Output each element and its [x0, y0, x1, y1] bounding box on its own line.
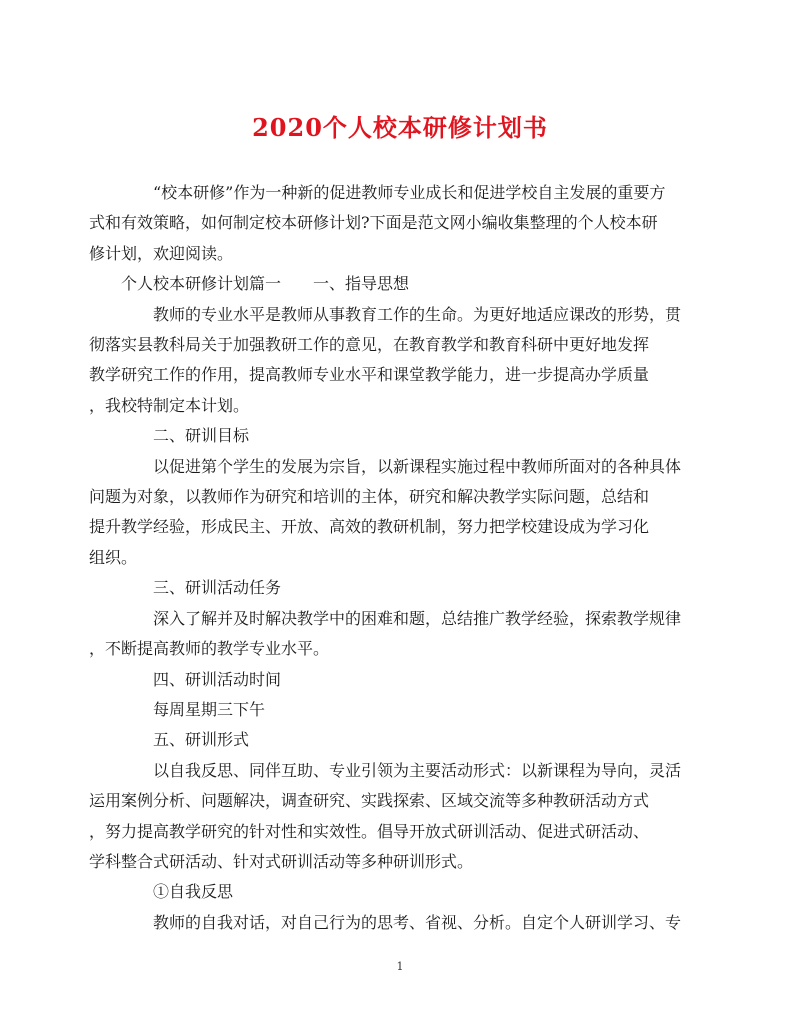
text-line: ，我校特制定本计划。	[89, 395, 250, 415]
text-line: ，努力提高教学研究的针对性和实效性。倡导开放式研训活动、促进式研活动、	[89, 821, 650, 841]
text-line: ，不断提高教师的教学专业水平。	[89, 639, 330, 659]
section-heading-training-goals: 二、研训目标	[153, 426, 250, 446]
section-heading-guiding-ideology: 个人校本研修计划篇一 一、指导思想	[121, 274, 410, 294]
document-title: 2020个人校本研修计划书	[252, 113, 548, 142]
subheading-self-reflection: ①自我反思	[153, 882, 234, 902]
text-line: “校本研修”作为一种新的促进教师专业成长和促进学校自主发展的重要方	[153, 183, 666, 202]
training-goals-paragraph	[89, 452, 682, 574]
document-body	[89, 178, 682, 938]
training-forms-paragraph	[89, 756, 682, 878]
text-line: 运用案例分析、问题解决，调查研究、实践探索、区域交流等多种教研活动方式	[89, 791, 650, 811]
text-line: 组织。	[89, 547, 138, 567]
page-number: 1	[396, 960, 404, 973]
section-heading-activity-time: 四、研训活动时间	[153, 669, 282, 689]
text-line: 深入了解并及时解决教学中的困难和题，总结推广教学经验，探索教学规律	[153, 608, 682, 628]
section-heading-training-forms: 五、研训形式	[153, 730, 250, 750]
text-line: 提升教学经验，形成民主、开放、高效的教研机制，努力把学校建设成为学习化	[89, 517, 650, 537]
text-line: 问题为对象，以教师作为研究和培训的主体，研究和解决教学实际问题，总结和	[89, 487, 650, 507]
self-reflection-paragraph: 教师的自我对话，对自己行为的思考、省视、分析。自定个人研训学习、专	[153, 912, 682, 932]
text-line: 教学研究工作的作用，提高教师专业水平和课堂教学能力，进一步提高办学质量	[89, 365, 650, 385]
activity-tasks-paragraph	[89, 604, 682, 665]
text-line: 彻落实县教科局关于加强教研工作的意见，在教育教学和教育科研中更好地发挥	[89, 335, 650, 355]
activity-time-paragraph: 每周星期三下午	[153, 699, 266, 719]
section-heading-activity-tasks: 三、研训活动任务	[153, 578, 282, 598]
guiding-ideology-paragraph	[89, 300, 682, 422]
text-line: 学科整合式研活动、针对式研训活动等多种研训形式。	[89, 851, 474, 871]
text-line: 以自我反思、同伴互助、专业引领为主要活动形式：以新课程为导向，灵活	[153, 760, 682, 780]
text-line: 修计划，欢迎阅读。	[89, 243, 234, 263]
intro-paragraph	[89, 178, 681, 269]
text-line: 教师的专业水平是教师从事教育工作的生命。为更好地适应课改的形势，贯	[153, 304, 682, 324]
text-line: 以促进第个学生的发展为宗旨，以新课程实施过程中教师所面对的各种具体	[153, 456, 682, 476]
text-line: 式和有效策略，如何制定校本研修计划?下面是范文网小编收集整理的个人校本研	[89, 213, 658, 233]
